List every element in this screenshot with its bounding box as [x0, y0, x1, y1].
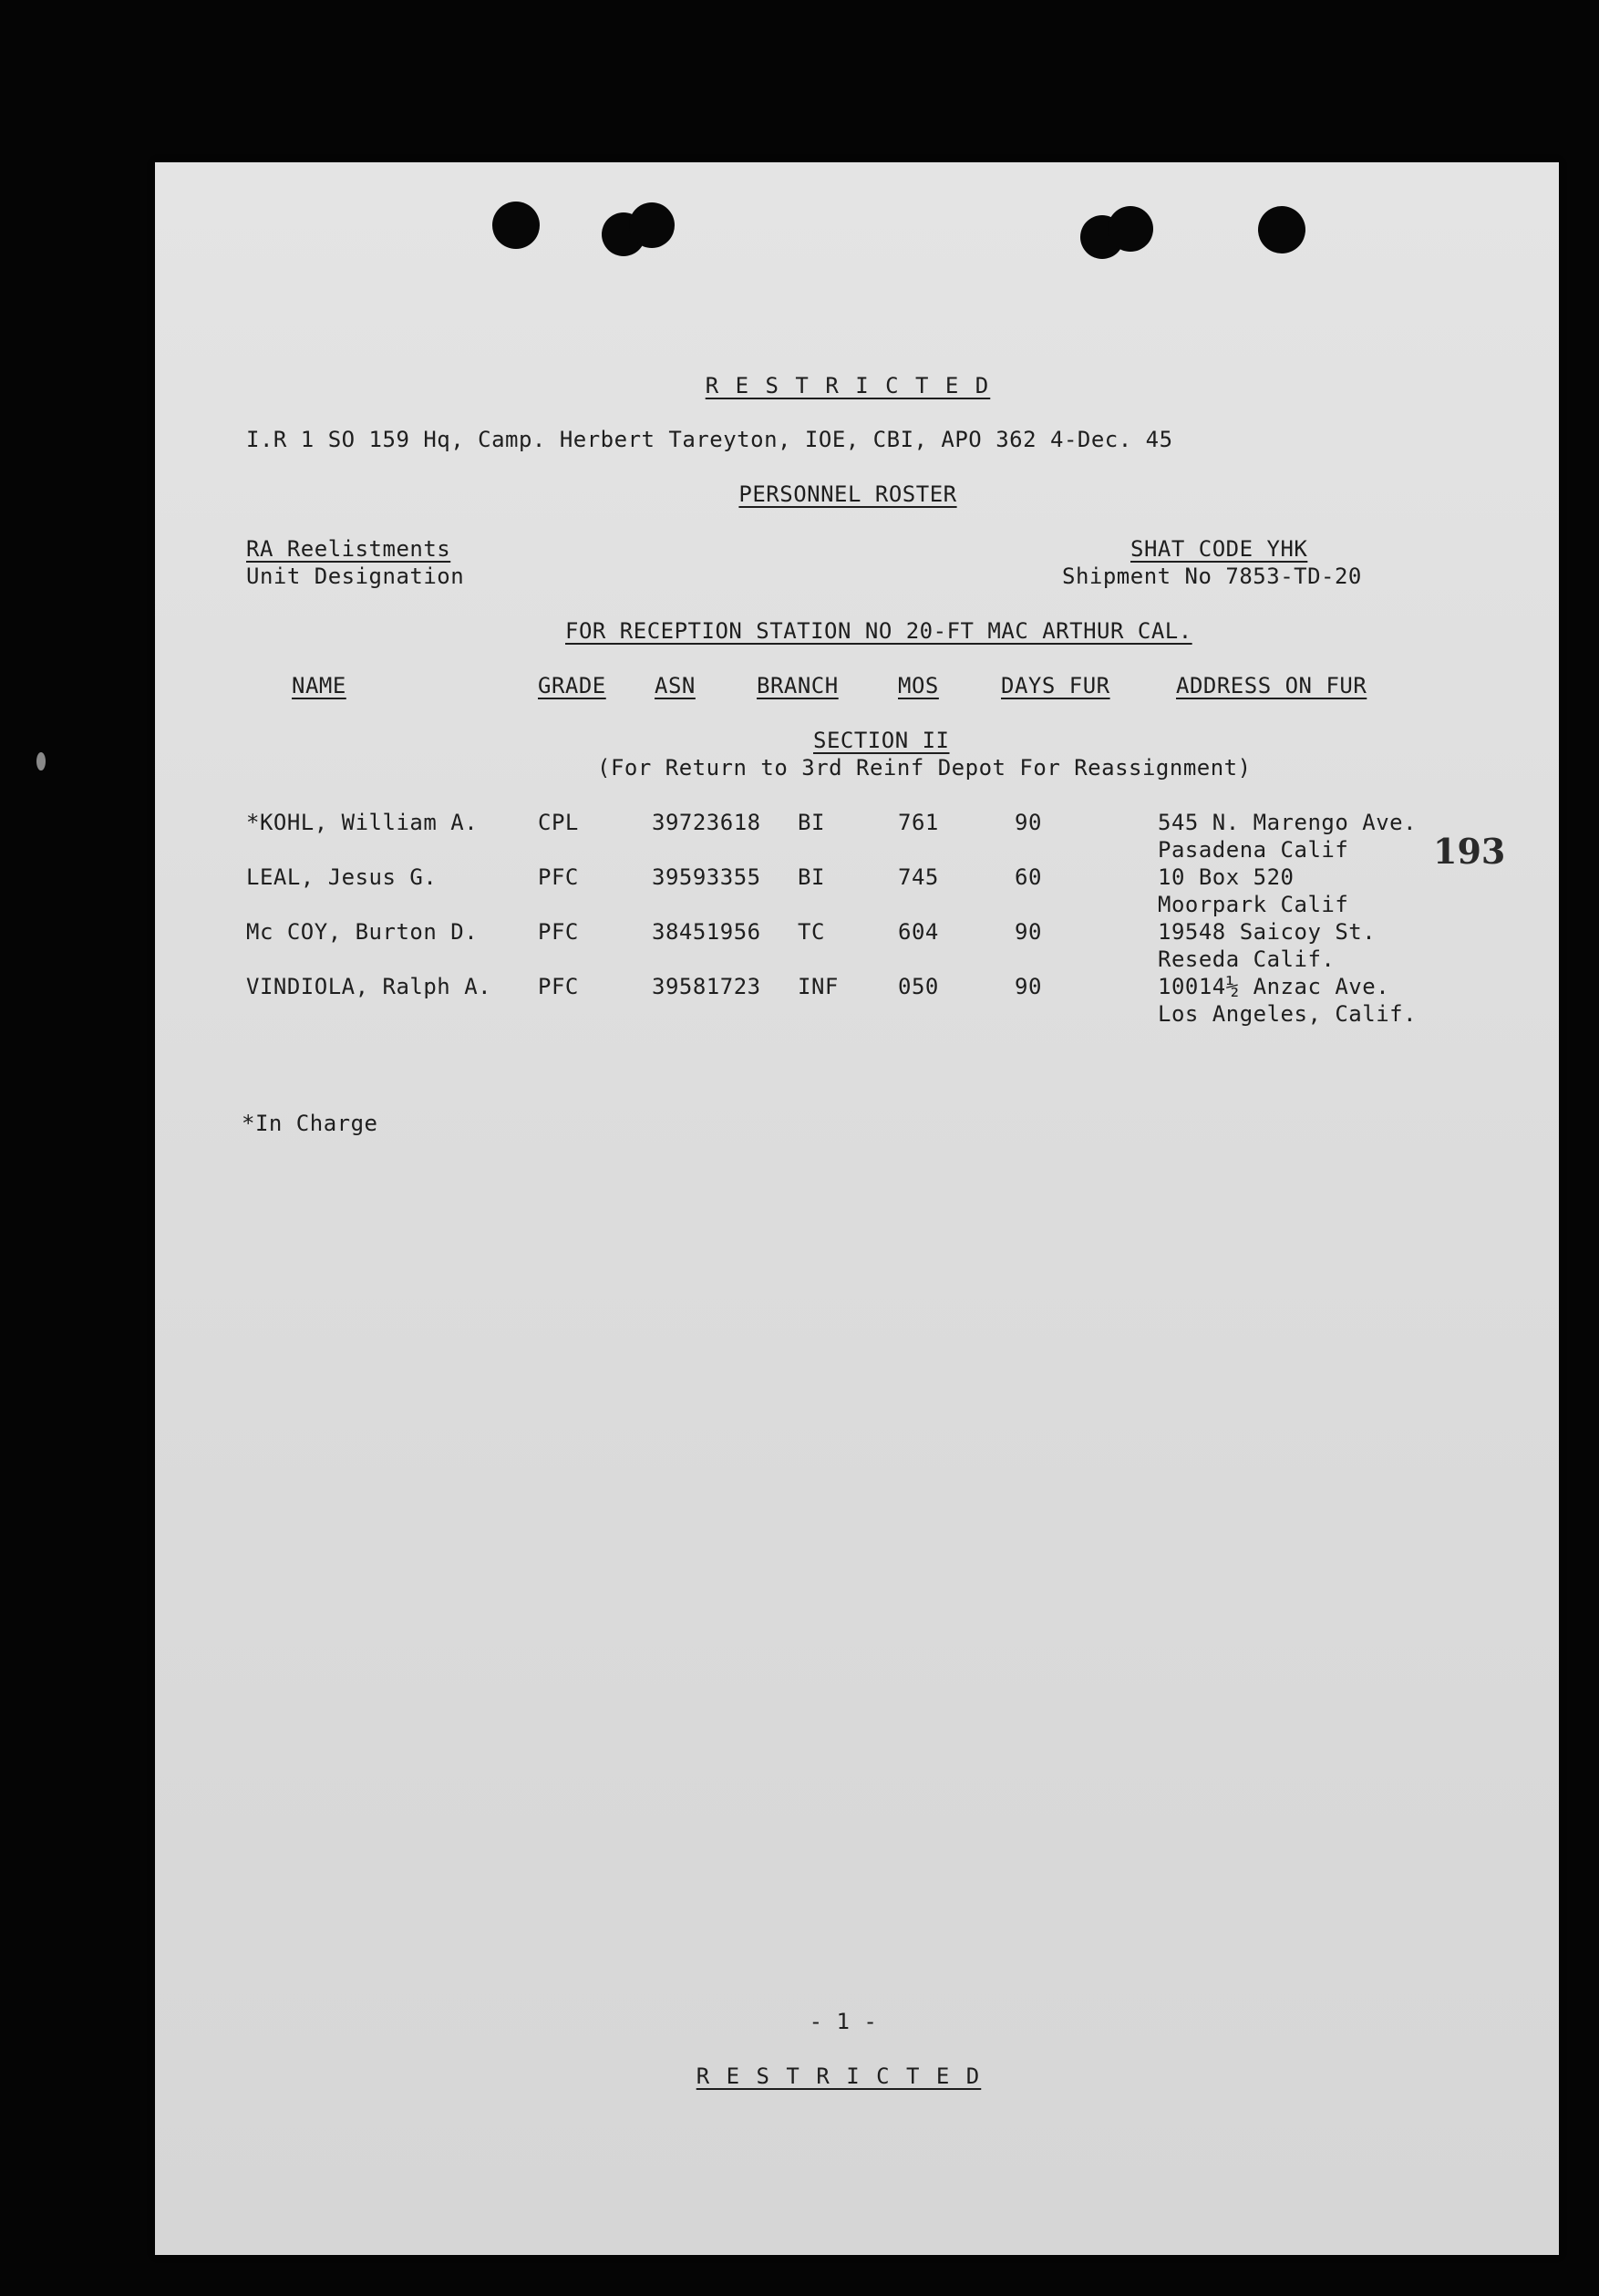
row-grade: CPL	[538, 810, 579, 835]
row-days: 60	[1015, 864, 1042, 890]
document-page	[155, 162, 1559, 2255]
row-days: 90	[1015, 974, 1042, 999]
row-address-line2: Reseda Calif.	[1158, 946, 1336, 972]
row-address-line1: 19548 Saicoy St.	[1158, 919, 1377, 945]
order-line: I.R 1 SO 159 Hq, Camp. Herbert Tareyton, IOE, CBI, APO 362 4-Dec. 45	[246, 427, 1173, 452]
row-address-line2: Moorpark Calif	[1158, 892, 1349, 917]
row-address-line2: Los Angeles, Calif.	[1158, 1001, 1418, 1027]
row-branch: BI	[798, 810, 825, 835]
edge-mark	[36, 752, 46, 771]
punch-hole	[1258, 206, 1305, 253]
row-mos: 050	[898, 974, 939, 999]
section-subtitle: (For Return to 3rd Reinf Depot For Reassignment)	[597, 755, 1252, 781]
col-asn: ASN	[655, 673, 696, 698]
row-branch: TC	[798, 919, 825, 945]
destination-line: FOR RECEPTION STATION NO 20-FT MAC ARTHUR CAL.	[565, 618, 1192, 644]
row-address-line2: Pasadena Calif	[1158, 837, 1349, 863]
col-grade: GRADE	[538, 673, 606, 698]
row-grade: PFC	[538, 919, 579, 945]
col-address: ADDRESS ON FUR	[1176, 673, 1367, 698]
row-mos: 604	[898, 919, 939, 945]
col-mos: MOS	[898, 673, 939, 698]
unit-designation: Unit Designation	[246, 564, 465, 589]
page-number: - 1 -	[809, 2009, 878, 2034]
roster-title: PERSONNEL ROSTER	[738, 481, 957, 507]
row-branch: BI	[798, 864, 825, 890]
restricted-footer: R E S T R I C T E D	[696, 2063, 982, 2089]
enlistment-type: RA Reelistments	[246, 536, 451, 562]
row-branch: INF	[798, 974, 839, 999]
row-mos: 745	[898, 864, 939, 890]
shipment-number: Shipment No 7853-TD-20	[1062, 564, 1362, 589]
col-days-fur: DAYS FUR	[1001, 673, 1110, 698]
restricted-header: R E S T R I C T E D	[705, 373, 991, 398]
section-title: SECTION II	[813, 728, 950, 753]
row-days: 90	[1015, 919, 1042, 945]
row-asn: 39593355	[652, 864, 761, 890]
shat-code: SHAT CODE YHK	[1130, 536, 1308, 562]
row-asn: 39723618	[652, 810, 761, 835]
row-name: VINDIOLA, Ralph A.	[246, 974, 492, 999]
row-mos: 761	[898, 810, 939, 835]
row-address-line1: 545 N. Marengo Ave.	[1158, 810, 1418, 835]
row-name: LEAL, Jesus G.	[246, 864, 438, 890]
row-grade: PFC	[538, 864, 579, 890]
row-asn: 39581723	[652, 974, 761, 999]
col-branch: BRANCH	[757, 673, 839, 698]
row-address-line1: 10014½ Anzac Ave.	[1158, 974, 1390, 999]
col-name: NAME	[292, 673, 346, 698]
row-days: 90	[1015, 810, 1042, 835]
stamped-page-number: 193	[1433, 831, 1506, 872]
row-asn: 38451956	[652, 919, 761, 945]
punch-hole	[1108, 206, 1153, 252]
punch-hole	[492, 202, 540, 249]
footnote: *In Charge	[242, 1111, 378, 1136]
row-name: Mc COY, Burton D.	[246, 919, 479, 945]
punch-hole	[629, 202, 675, 248]
row-grade: PFC	[538, 974, 579, 999]
row-address-line1: 10 Box 520	[1158, 864, 1295, 890]
row-name: *KOHL, William A.	[246, 810, 479, 835]
